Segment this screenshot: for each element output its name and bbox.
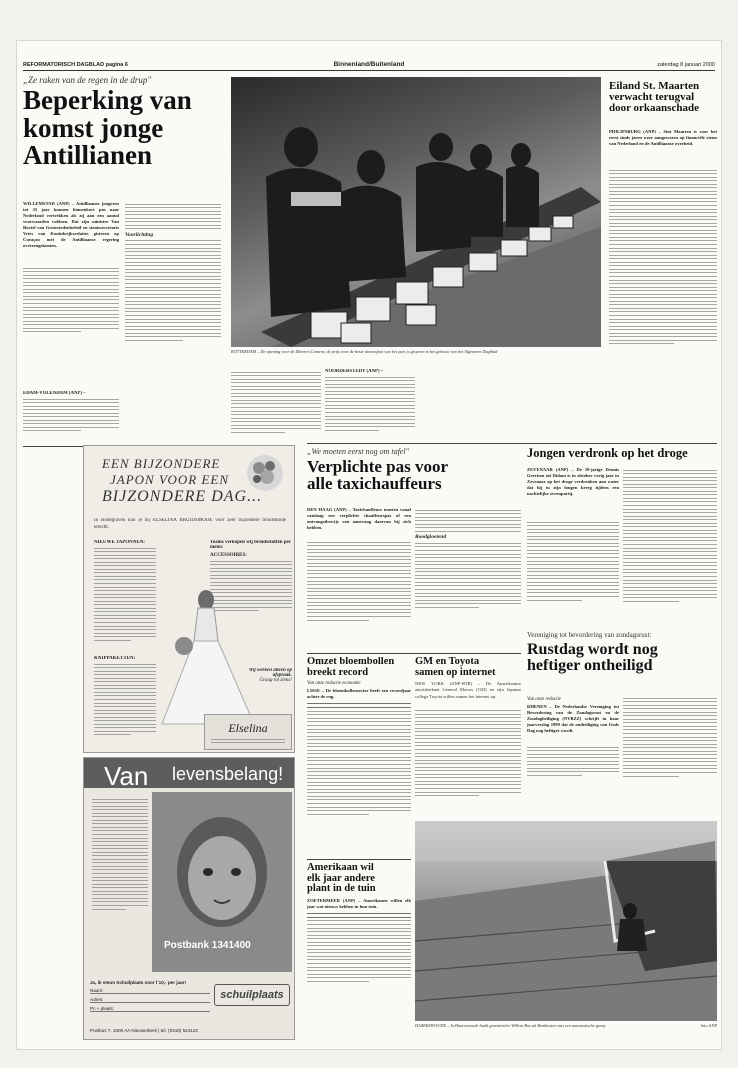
article-byline: Van onze redactie xyxy=(527,697,561,702)
photo-exhibition xyxy=(231,77,601,347)
photo-caption xyxy=(415,1023,717,1045)
article-edam xyxy=(23,391,119,443)
article-noordersteby xyxy=(325,369,415,443)
page-header xyxy=(23,61,715,71)
flower-bouquet-icon xyxy=(244,452,286,494)
article-rustdag-head xyxy=(527,631,717,693)
ad-bridal xyxy=(83,445,295,753)
photo-caption-text: ROTTERDAM – De opening voor de Zileeren Camera, de prijs voor de beste nieuwsfoto van het jaar, is gisteren in het gebouw van het Algemeen Dagblad xyxy=(231,349,498,354)
article-headline: Jongen verdronk op het droge xyxy=(527,447,688,460)
ad-bridal-brand: Elselina xyxy=(228,721,268,735)
ad-schuilplaats-pc-field: Pc + plaats: xyxy=(90,1006,210,1012)
ad-schuilplaats-footer: Postbus 7, 3400 AA Nieuwerkerk | tel. (0318) 524122 xyxy=(90,1028,198,1033)
article-headline-line: elk jaar andere xyxy=(307,872,375,884)
ad-schuilplaats-adres-field: Adres: xyxy=(90,997,210,1003)
article-taxi-col1 xyxy=(307,507,411,647)
article-lead: PHILIPSBURG (ANP) – Sint Maarten is voor het eerst sinds jaren weer aangewezen op financiële steun van Nederland en de Antilliaanse overheid. xyxy=(609,129,717,147)
divider xyxy=(307,653,521,654)
article-rustdag-col2 xyxy=(623,695,717,795)
article-byline: Van onze redactie economie xyxy=(307,681,361,687)
article-kicker: Vereniging tot bevordering van zondagsrust: xyxy=(527,631,652,639)
bride-illustration xyxy=(154,586,264,726)
article-lead: WILLEMSTAD (ANP) – Antilliaanse jongeren tot 25 jaar kunnen binnenkort pas naar Nederland vertrekken als zij aan een aantal voorwaarden voldoen. Dat zijn minister Van Boxtel van Grotestedenbeleid en staatssecretaris Vries van Koninkrijksrelaties gisteren op Curaçao met de Antilliaanse regering overeengekomen. xyxy=(23,201,119,249)
ad-bridal-logo-box xyxy=(204,714,292,750)
ad-schuilplaats-naam-field: Naam: xyxy=(90,988,210,994)
ad-bridal-col-head: NIEUWE JAPONNEN: xyxy=(94,540,145,545)
ad-schuilplaats-postbank: Postbank 1341400 xyxy=(164,940,251,951)
article-headline-line: komst jonge xyxy=(23,112,164,143)
photo-caption-text: HAZERSWOUDE – In Hazerswoude haalt groenteteler Willem Bos uit Benthuizen met een automatische greep xyxy=(415,1023,606,1028)
ad-bridal-line: BIJZONDERE DAG... xyxy=(102,488,263,505)
article-headline-line: Verplichte pas voor xyxy=(307,457,449,476)
article-dateline: NOORDERSTEDY (ANP) – xyxy=(325,369,384,374)
article-taxi-col2 xyxy=(415,507,521,647)
photo-exhibition-drawing xyxy=(231,77,601,347)
article-dateline: EDAM-VOLENDAM (ANP) – xyxy=(23,391,86,396)
ad-schuilplaats-banner xyxy=(84,758,294,788)
ad-bridal-intro: In Bodegraven kun je bij ELSELINA BRUIDSMODE voor zeer bijzondere bruidsmode terecht. xyxy=(94,518,286,530)
article-under-photo-col1 xyxy=(231,369,321,443)
ad-schuilplaats-form-label: Ja, ik steun Schuilplaats voor f 10,- per jaar! xyxy=(90,980,186,985)
photo-caption xyxy=(231,349,601,365)
article-rustdag-col1 xyxy=(527,695,619,795)
article-headline-line: Amerikaan wil xyxy=(307,863,374,873)
divider xyxy=(307,443,717,444)
ad-bridal-col1 xyxy=(94,540,156,652)
article-headline-line: Beperking van xyxy=(23,85,192,115)
article-bloembollen xyxy=(307,657,411,857)
article-jongen-col2 xyxy=(623,467,717,629)
article-kicker: „Ze raken van de regen in de drup" xyxy=(23,75,152,85)
ad-bridal-appointment xyxy=(234,668,292,692)
article-headline-line: samen op internet xyxy=(415,666,496,678)
article-headline-line: breekt record xyxy=(307,666,369,678)
article-headline-line: GM en Toyota xyxy=(415,657,480,667)
photo-greenhouse-drawing xyxy=(415,821,717,1021)
article-headline-line: heftiger ontheiligd xyxy=(527,657,653,675)
header-paper-name: REFORMATORISCH DAGBLAD pagina 6 xyxy=(23,62,128,68)
article-subhead: Roodgloeiend xyxy=(415,534,447,541)
ad-schuilplaats-logo: schuilplaats xyxy=(214,984,290,1006)
article-antillianen-col2 xyxy=(125,201,221,401)
article-jongen-col1 xyxy=(527,467,619,629)
ad-bridal-line: JAPON VOOR EEN xyxy=(110,472,230,487)
article-headline-line: Rustdag wordt nog xyxy=(527,641,658,658)
article-lead: LISSE – De bloembollensector heeft een recordjaar achter de rug. xyxy=(307,688,411,700)
article-headline-line: Omzet bloembollen xyxy=(307,657,395,667)
ad-schuilplaats xyxy=(83,757,295,1040)
header-date: zaterdag 8 januari 2000 xyxy=(657,62,715,68)
article-subhead: Voorlichting xyxy=(125,231,154,238)
article-headline-line: alle taxichauffeurs xyxy=(307,474,442,494)
ad-schuilplaats-title-van: Van xyxy=(104,761,149,788)
ad-bridal-teams: Teams verkopen wij bruidsstoffen per meter. xyxy=(210,540,291,550)
article-headline-line: Antillianen xyxy=(23,140,153,171)
header-section: Binnenland/Buitenland xyxy=(333,61,405,68)
photo-credit: foto ANP xyxy=(700,1023,717,1028)
photo-greenhouse xyxy=(415,821,717,1021)
newspaper-page xyxy=(16,40,722,1050)
article-lead: ZOETERMEER (ANP) – Amerikanen willen elk jaar wat nieuws hebben in hun tuin. xyxy=(307,898,411,910)
article-taxi-head xyxy=(307,447,522,505)
article-headline-line: plant in de tuin xyxy=(307,883,376,895)
ad-schuilplaats-text xyxy=(92,796,148,966)
article-lead: NEW YORK (ANP-RTR) – De Amerikaanse autofabrikant General Motors (GM) en zijn Japanse collega Toyota willen samen het internet op. xyxy=(415,681,521,699)
ad-bridal-wij: Wij werken alleen op afspraak. xyxy=(248,668,292,678)
article-kicker: „We moeten eerst nog om tafel" xyxy=(307,447,409,456)
article-jongen-head xyxy=(527,447,717,467)
divider xyxy=(307,859,411,860)
article-amerikaan xyxy=(307,863,411,1043)
article-lead: RHENEN – De Nederlandse Vereniging tot Bevordering van de Zondagsrust en de Zondagheiliging (NVBZZ) schrijft in haar jaarverslag 1999 dat de ontheiliging van Gods Dag nog heftiger wordt. xyxy=(527,704,619,734)
article-lead: ZEVENAAR (ANP) – De 18-jarige Dennis Gerrisen uit Didam is in oktober vorig jaar in Zevenaar op het droge verdronken aan water dat hij in zijn longen kreeg tijdens een nachtelijke zwempartij. xyxy=(527,467,619,497)
ad-bridal-col-head: ACCESSOIRES: xyxy=(210,553,247,558)
ad-schuilplaats-form xyxy=(90,980,210,1024)
ad-bridal-col3 xyxy=(94,656,156,746)
article-antillianen-col1 xyxy=(23,201,119,391)
ad-schuilplaats-title: levensbelang! xyxy=(172,764,284,784)
article-sxm-body xyxy=(609,129,717,429)
article-headline-line: Eiland St. Maarten xyxy=(609,81,700,92)
article-lead: DEN HAAG (ANP) – Taxichauffeurs moeten vanaf vandaag een verplichte chauffeurspas of een ontvangstbewijs van aanvraag daarvan bij zich hebben. xyxy=(307,507,411,531)
ad-bridal-line: EEN BIJZONDERE xyxy=(102,456,221,471)
article-headline-line: door orkaanschade xyxy=(609,102,699,115)
ad-bridal-col-head: KNIPPAKETTEN: xyxy=(94,656,136,661)
article-gm-toyota xyxy=(415,657,521,817)
ad-bridal-welkom: Graag tot ziens! xyxy=(259,678,292,683)
article-headline-line: verwacht terugval xyxy=(609,91,695,104)
article-antillianen-head xyxy=(23,75,223,203)
